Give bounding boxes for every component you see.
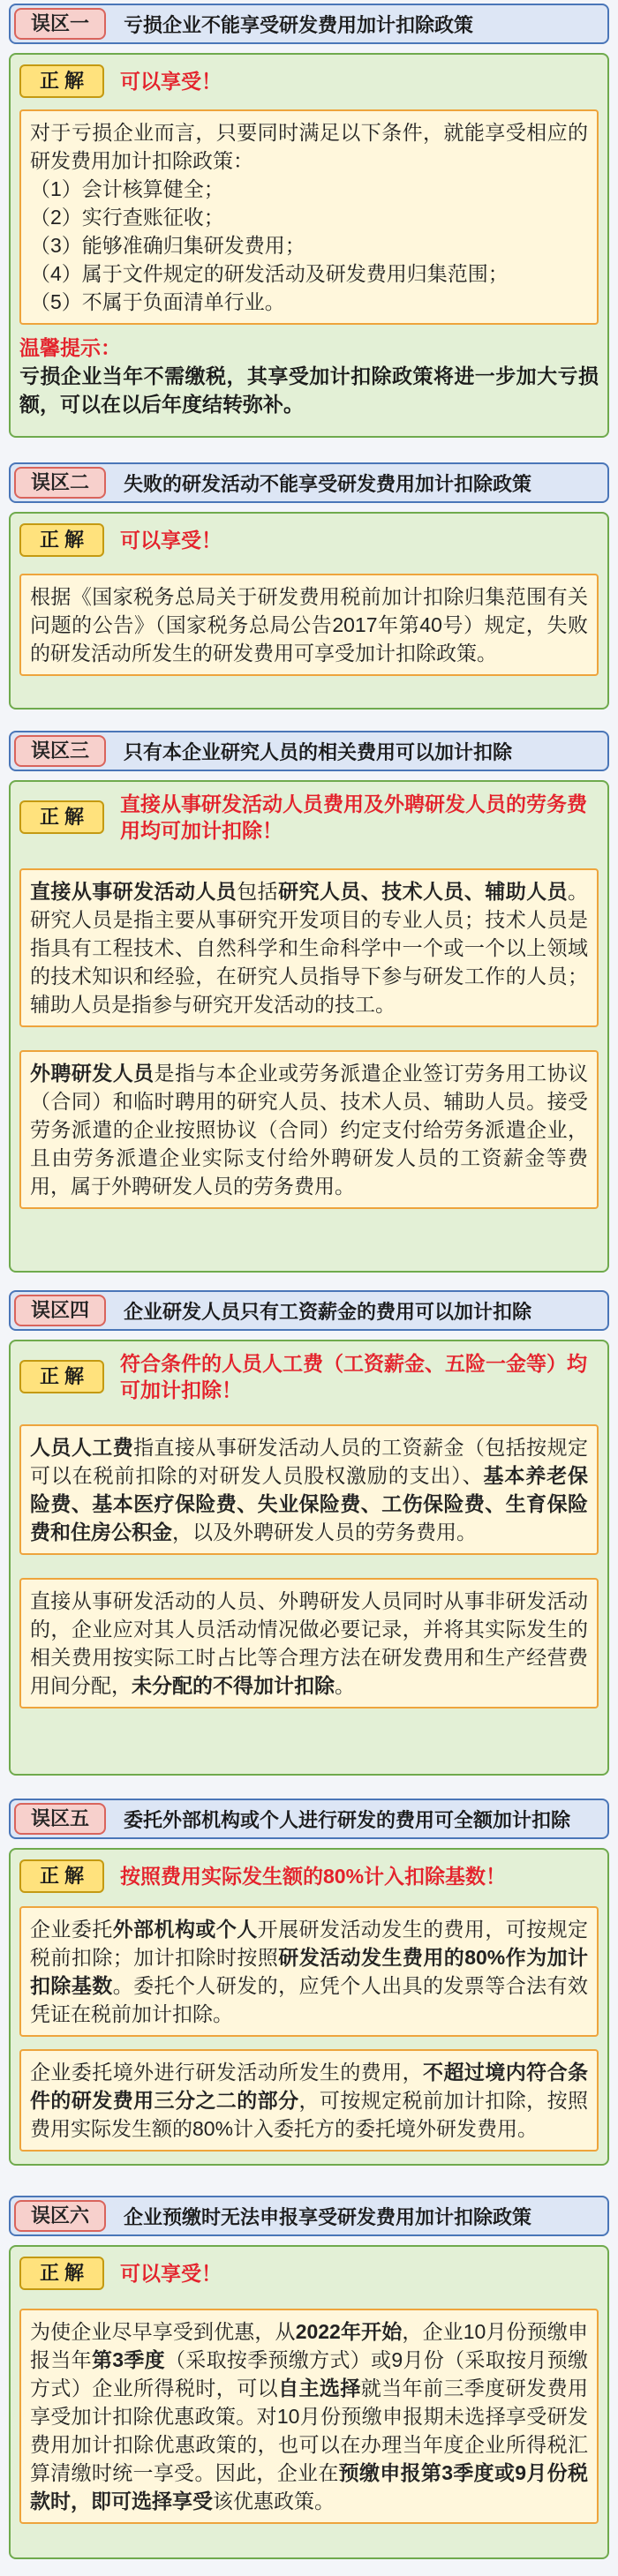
explanation-text: ，以及外聘研发人员的劳务费用。 — [172, 1521, 477, 1543]
explanation-box — [19, 2049, 599, 2152]
tip-text: 亏损企业当年不需缴税，其享受加计扣除政策将进一步加大亏损额，可以在以后年度结转弥补。 — [19, 364, 599, 416]
explanation-text: ，可按规定税前加计扣除，按照费用实际发生额的80%计入委托方的委托境外研发费用。 — [30, 2089, 589, 2140]
explanation-text: 开展研发活动发生的费用，可按规定税前扣除；加计扣除时按照 — [30, 1918, 589, 1969]
explanation-text: 就当年前三季度研发费用享受加计扣除优惠政策。对10月份预缴申报期未选择享受研发费用加计扣除优惠政策的，也可以在办理当年度企业所得税汇算清缴时统一享受。因此，企业在 — [30, 2377, 589, 2484]
condition-item: （3）能够准确归集研发费用； — [30, 234, 305, 257]
explanation-text: 为使企业尽早享受到优惠，从 — [30, 2320, 296, 2343]
myth-header — [9, 2196, 609, 2236]
condition-item: （4）属于文件规定的研发活动及研发费用归集范围； — [30, 262, 509, 285]
answer-badge: 正 解 — [19, 1360, 104, 1393]
myth-header — [9, 1290, 609, 1331]
explanation-box — [19, 574, 599, 676]
myth-title: 委托外部机构或个人进行研发的费用可全额加计扣除 — [124, 1808, 571, 1831]
emphasis-text: 未分配的不得加计扣除 — [132, 1674, 335, 1697]
answer-text: 直接从事研发活动人员费用及外聘研发人员的劳务费用均可加计扣除！ — [120, 792, 587, 842]
answer-row — [19, 2256, 599, 2291]
myth-header — [9, 462, 609, 503]
myth-section-3 — [9, 731, 609, 1198]
myth-title: 企业预缴时无法申报享受研发费用加计扣除政策 — [124, 2205, 532, 2228]
explanation-box — [19, 1050, 599, 1209]
answer-text: 按照费用实际发生额的80%计入扣除基数！ — [120, 1865, 507, 1888]
emphasis-text: 外部机构或个人 — [112, 1918, 258, 1941]
myth-title: 只有本企业研究人员的相关费用可以加计扣除 — [124, 740, 513, 763]
explanation-text: 根据《国家税务总局关于研发费用税前加计扣除归集范围有关问题的公告》（国家税务总局公告2017年第40号）规定，失败的研发活动所发生的研发费用可享受加计扣除政策。 — [30, 585, 588, 665]
myth-header — [9, 4, 609, 44]
myth-badge: 误区三 — [14, 735, 106, 767]
myth-section-1 — [9, 4, 609, 416]
answer-panel — [9, 780, 609, 1273]
answer-badge: 正 解 — [19, 523, 104, 557]
answer-row — [19, 522, 599, 558]
explanation-text: 指直接从事研发活动人员的工资薪金（包括按规定可以在税前扣除的对研发人员股权激励的支出）、 — [30, 1436, 589, 1487]
explanation-box — [19, 1578, 599, 1709]
answer-panel — [9, 1848, 609, 2166]
answer-text: 可以享受！ — [120, 2262, 222, 2285]
myth-badge: 误区二 — [14, 467, 106, 499]
explanation-box — [19, 1906, 599, 2037]
answer-row — [19, 1859, 599, 1894]
myth-title: 亏损企业不能享受研发费用加计扣除政策 — [124, 13, 474, 36]
explanation-text: 是指与本企业或劳务派遣企业签订劳务用工协议（合同）和临时聘用的研究人员、技术人员、辅助人员。接受劳务派遣的企业按照协议（合同）约定支付给劳务派遣企业，且由劳务派遣企业实际支付给外聘研发人员的工资薪金等费用，属于外聘研发人员的劳务费用。 — [30, 1062, 589, 1198]
explanation-text: 包括 — [237, 880, 279, 903]
emphasis-text: 外聘研发人员 — [30, 1062, 154, 1085]
explanation-box — [19, 868, 599, 1027]
explanation-text: ，企业10月份预缴申报当年 — [30, 2320, 588, 2371]
condition-item: （2）实行查账征收； — [30, 206, 224, 229]
answer-row — [19, 791, 599, 844]
myth-section-4 — [9, 1290, 609, 1697]
condition-item: （5）不属于负面清单行业。 — [30, 290, 285, 313]
myth-badge: 误区一 — [14, 8, 106, 40]
explanation-text: 企业委托境外进行研发活动所发生的费用， — [30, 2061, 424, 2084]
emphasis-text: 研究人员、技术人员、辅助人员 — [278, 880, 569, 903]
answer-badge: 正 解 — [19, 800, 104, 834]
explanation-box — [19, 109, 599, 325]
myth-badge: 误区五 — [14, 1803, 106, 1835]
explanation-text: 。委托个人研发的，应凭个人出具的发票等合法有效凭证在税前加计扣除。 — [30, 1974, 589, 2025]
explanation-text: （采取按季预缴方式）或9月份（采取按月预缴方式）企业所得税时，可以 — [30, 2348, 589, 2400]
myth-badge: 误区六 — [14, 2200, 106, 2232]
explanation-intro: 对于亏损企业而言，只要同时满足以下条件，就能享受相应的研发费用加计扣除政策： — [30, 121, 588, 172]
answer-badge: 正 解 — [19, 1859, 104, 1893]
myth-title: 企业研发人员只有工资薪金的费用可以加计扣除 — [124, 1300, 532, 1323]
answer-panel — [9, 2245, 609, 2559]
answer-panel — [9, 1340, 609, 1776]
myth-section-5 — [9, 1799, 609, 2140]
myth-section-6 — [9, 2196, 609, 2512]
answer-badge: 正 解 — [19, 2257, 104, 2290]
emphasis-text: 人员人工费 — [30, 1436, 134, 1459]
answer-text: 符合条件的人员人工费（工资薪金、五险一金等）均可加计扣除！ — [120, 1352, 587, 1401]
myth-header — [9, 731, 609, 771]
explanation-text: 直接从事研发活动的人员、外聘研发人员同时从事非研发活动的，企业应对其人员活动情况做必要记录，并将其实际发生的相关费用按实际工时占比等合理方法在研发费用和生产经营费用间分配， — [30, 1589, 588, 1697]
emphasis-text: 直接从事研发活动人员 — [30, 880, 237, 903]
explanation-text: 。 — [335, 1674, 355, 1697]
explanation-text: 企业委托 — [30, 1918, 113, 1941]
emphasis-text: 第3季度 — [91, 2348, 165, 2371]
answer-badge: 正 解 — [19, 64, 104, 98]
answer-text: 可以享受！ — [120, 529, 222, 552]
explanation-text: 该优惠政策。 — [213, 2490, 335, 2512]
myth-title: 失败的研发活动不能享受研发费用加计扣除政策 — [124, 472, 532, 495]
tip-block — [19, 334, 599, 418]
myth-section-2 — [9, 462, 609, 665]
answer-row — [19, 64, 599, 99]
answer-text: 可以享受！ — [120, 70, 222, 93]
answer-row — [19, 1350, 599, 1403]
tip-label: 温馨提示： — [19, 336, 121, 359]
answer-panel — [9, 512, 609, 710]
emphasis-text: 基本养老保险费、基本医疗保险费、失业保险费、工伤保险费、生育保险费和住房公积金 — [30, 1464, 589, 1543]
explanation-box — [19, 1424, 599, 1555]
myth-header — [9, 1799, 609, 1839]
condition-item: （1）会计核算健全； — [30, 177, 224, 200]
myth-badge: 误区四 — [14, 1295, 106, 1326]
emphasis-text: 不超过境内符合条件的研发费用三分之二的部分 — [30, 2061, 589, 2112]
emphasis-text: 2022年开始 — [295, 2320, 403, 2343]
explanation-text: 。研究人员是指主要从事研究开发项目的专业人员；技术人员是指具有工程技术、自然科学和生命科学中一个或一个以上领域的技术知识和经验，在研究人员指导下参与研发工作的人员；辅助人员是指参与研究开发活动的技工。 — [30, 880, 589, 1016]
emphasis-text: 自主选择 — [278, 2377, 361, 2400]
emphasis-text: 预缴申报第3季度或9月份税款时，即可选择享受 — [30, 2461, 588, 2512]
explanation-box — [19, 2309, 599, 2524]
emphasis-text: 研发活动发生费用的80%作为加计扣除基数 — [30, 1946, 588, 1997]
answer-panel — [9, 53, 609, 438]
